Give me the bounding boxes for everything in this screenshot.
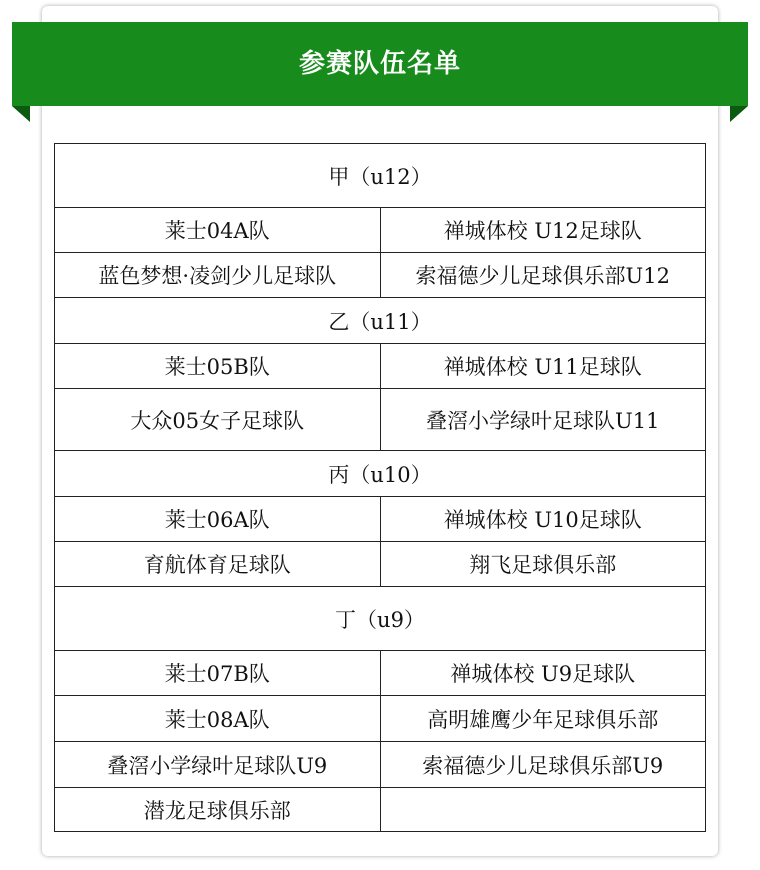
group-label: 丙（u10） xyxy=(55,451,706,497)
team-cell: 禅城体校 U11足球队 xyxy=(380,344,706,389)
table-row xyxy=(55,542,706,587)
empty-cell xyxy=(380,788,706,832)
team-cell: 大众05女子足球队 xyxy=(55,389,381,451)
team-cell: 禅城体校 U12足球队 xyxy=(380,208,706,253)
team-cell: 禅城体校 U9足球队 xyxy=(380,651,706,696)
group-label: 乙（u11） xyxy=(55,298,706,344)
team-cell: 莱士04A队 xyxy=(55,208,381,253)
table-row xyxy=(55,208,706,253)
team-cell: 索福德少儿足球俱乐部U12 xyxy=(380,253,706,298)
table-row xyxy=(55,389,706,451)
table-row xyxy=(55,344,706,389)
page-title-banner xyxy=(12,22,748,106)
team-roster-table xyxy=(54,143,706,832)
team-cell: 莱士07B队 xyxy=(55,651,381,696)
team-cell: 叠滘小学绿叶足球队U9 xyxy=(55,742,381,788)
team-cell: 莱士05B队 xyxy=(55,344,381,389)
table-row xyxy=(55,788,706,832)
team-cell: 高明雄鹰少年足球俱乐部 xyxy=(380,696,706,742)
team-cell: 索福德少儿足球俱乐部U9 xyxy=(380,742,706,788)
page-title: 参赛队伍名单 xyxy=(298,49,461,79)
team-cell: 翔飞足球俱乐部 xyxy=(380,542,706,587)
group-header-row xyxy=(55,298,706,344)
group-label: 甲（u12） xyxy=(55,144,706,208)
team-cell: 潜龙足球俱乐部 xyxy=(55,788,381,832)
table-row xyxy=(55,696,706,742)
banner-fold-right xyxy=(730,106,748,122)
team-cell: 叠滘小学绿叶足球队U11 xyxy=(380,389,706,451)
group-header-row xyxy=(55,451,706,497)
table-row xyxy=(55,497,706,542)
table-row xyxy=(55,253,706,298)
group-header-row xyxy=(55,587,706,651)
table-row xyxy=(55,651,706,696)
table-row xyxy=(55,742,706,788)
team-cell: 蓝色梦想·凌剑少儿足球队 xyxy=(55,253,381,298)
team-cell: 莱士08A队 xyxy=(55,696,381,742)
banner-fold-left xyxy=(12,106,30,122)
team-cell: 莱士06A队 xyxy=(55,497,381,542)
group-label: 丁（u9） xyxy=(55,587,706,651)
team-cell: 禅城体校 U10足球队 xyxy=(380,497,706,542)
group-header-row xyxy=(55,144,706,208)
team-cell: 育航体育足球队 xyxy=(55,542,381,587)
